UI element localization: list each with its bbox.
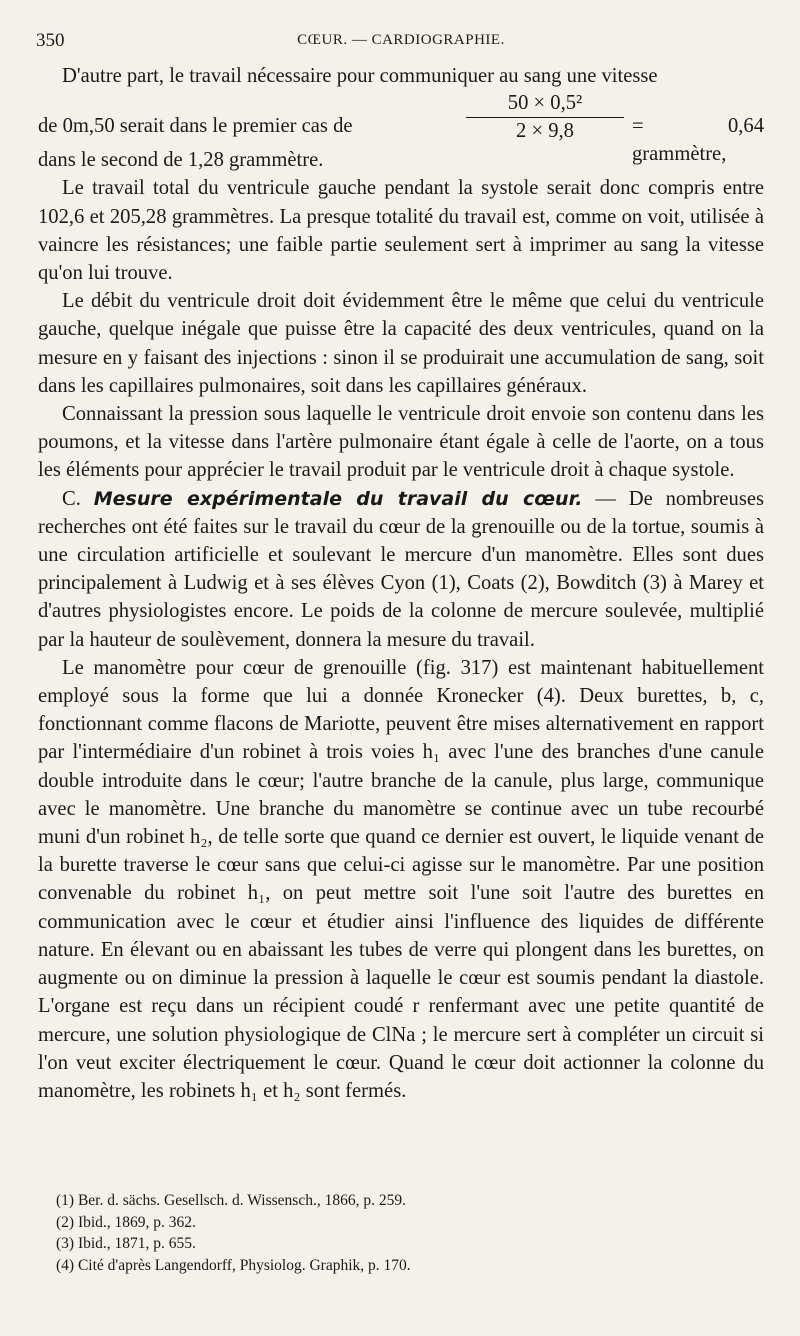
formula-numerator: 50 × 0,5² bbox=[466, 90, 624, 118]
body-text bbox=[38, 62, 764, 1105]
paragraph-1-line-1: D'autre part, le travail nécessaire pour communiquer au sang une vitesse bbox=[62, 65, 658, 87]
formula-fraction bbox=[466, 90, 624, 144]
footnote-2: (2) Ibid., 1869, p. 362. bbox=[56, 1213, 196, 1231]
formula-denominator: 2 × 9,8 bbox=[516, 120, 574, 143]
page-number: 350 bbox=[36, 30, 65, 51]
footnote-1: (1) Ber. d. sächs. Gesellsch. d. Wissensch., 1866, p. 259. bbox=[56, 1192, 406, 1209]
paragraph-1-end: dans le second de 1,28 grammètre. bbox=[38, 149, 324, 172]
running-title: CŒUR. — CARDIOGRAPHIE. bbox=[297, 32, 505, 48]
paragraph-5-text: — De nombreuses recherches ont été faites sur le travail du cœur de la grenouille ou de la tortue, soumis à une circulation artificielle et soulevant le mercure d'un manomètre. Elles sont dues principalement à Ludwig et à ses élèves Cyon (1), Coats (2), Bowditch (3) à Marey et d'autres physiologistes encore. Le poids de la colonne de mercure soulevée, multiplié par la hauteur de soulèvement, donnera la mesure du travail. bbox=[38, 487, 764, 651]
paragraph-4: Connaissant la pression sous laquelle le ventricule droit envoie son contenu dans les poumons, et la vitesse dans l'artère pulmonaire étant égale à celle de l'aorte, on a tous les éléments pour apprécier le travail produit par le ventricule droit à chaque systole. bbox=[38, 403, 764, 482]
footnote-4: (4) Cité d'après Langendorff, Physiolog. Graphik, p. 170. bbox=[56, 1256, 411, 1274]
footnote-3: (3) Ibid., 1871, p. 655. bbox=[56, 1235, 196, 1252]
paragraph-6: Le manomètre pour cœur de grenouille (fig. 317) est maintenant habituellement employé sous la forme que lui a donnée Kronecker (4). Deux burettes, b, c, fonctionnant comme flacons de Mariotte, peuvent être mises alternativement en rapport par l'intermédiaire d'un robinet à trois voies h₁ avec l'une des branches d'une canule double introduite dans le cœur; l'autre branche de la canule, plus large, communique avec le manomètre. Une branche du manomètre se continue avec un tube recourbé muni d'un robinet h₂, de telle sorte que quand ce dernier est ouvert, le liquide venant de la burette traverse le cœur sans que celui-ci agisse sur le manomètre. Par une position convenable du robinet h₁, on peut mettre soit l'une soit l'autre des burettes en communication avec le cœur et étudier ainsi l'influence des liquides de différente nature. En élevant ou en abaissant les tubes de verre qui plongent dans les burettes, on augmente ou on diminue la pression à laquelle le cœur est soumis pendant la diastole. L'organe est reçu dans un récipient coudé r renfermant avec une petite quantité de mercure, une solution physiologique de ClNa ; le mercure sert à compléter un circuit si l'on veut exciter électriquement le cœur. Quand le cœur doit actionner la colonne du manomètre, les robinets h₁ et h₂ sont fermés. bbox=[38, 656, 764, 1102]
section-title: Mesure expérimentale du travail du cœur. bbox=[93, 487, 583, 510]
footnotes bbox=[56, 1190, 756, 1276]
page-header bbox=[36, 30, 766, 54]
section-label: C. bbox=[62, 487, 81, 510]
formula-prefix: de 0m,50 serait dans le premier cas de bbox=[38, 115, 353, 138]
paragraph-3: Le débit du ventricule droit doit évidemment être le même que celui du ventricule gauche, quelque inégale que puisse être la capacité des deux ventricules, quand on la mesure en y faisant des injections : sinon il se produirait une accumulation de sang, soit dans les capillaires pulmonaires, soit dans les capillaires généraux. bbox=[38, 290, 764, 397]
paragraph-5 bbox=[38, 485, 764, 654]
paragraph-2: Le travail total du ventricule gauche pendant la systole serait donc compris entre 102,6 et 205,28 grammètres. La presque totalité du travail est, comme on voit, utilisée à vaincre les résistances; une faible partie seulement sert à imprimer au sang la vitesse qu'on lui trouve. bbox=[38, 177, 764, 285]
formula-result: = 0,64 grammètre, bbox=[632, 115, 764, 166]
